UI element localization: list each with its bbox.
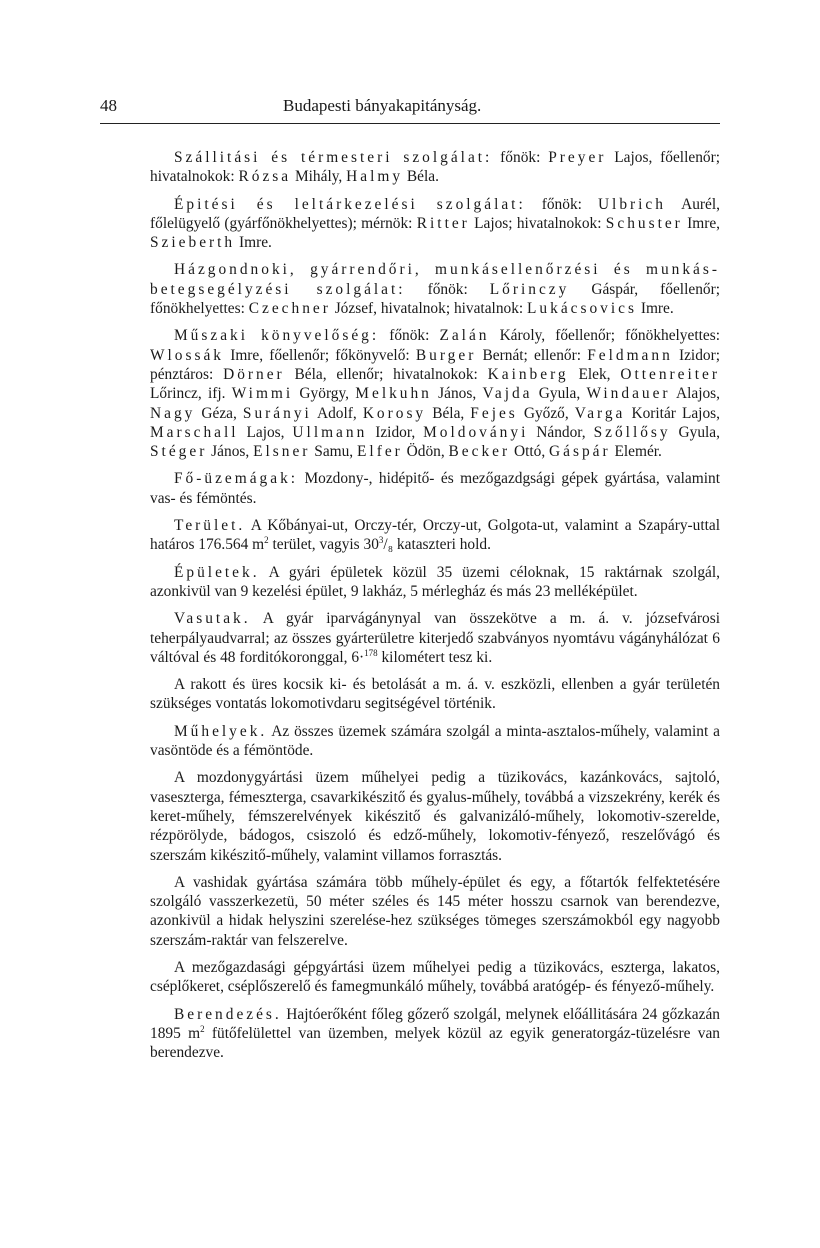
paragraph [150, 609, 720, 667]
spaced-term: Vasutak. [174, 610, 251, 628]
text-run: Hajtóerőként főleg gőzerő szolgál, melynek előállitására 24 gőzkazán 1895 m [150, 1005, 720, 1042]
text-run: Károly, főellenőr; főnökhelyettes: [489, 327, 720, 345]
superscript: 178 [364, 647, 378, 658]
text-run: kilométert tesz ki. [377, 648, 493, 666]
text-run: Aurél, főlelügyelő (gyárfőnökhelyettes); mérnök: [150, 195, 720, 232]
text-run: A mezőgazdasági gépgyártási üzem műhelyei pedig a tüzikovács, eszterga, lakatos, cséplőkeret, cséplőszerelő és famegmunkáló műhely, továbbá aratógép- és fényező-műhely. [150, 958, 720, 996]
text-run: János, [431, 385, 483, 403]
text-run: Samu, [310, 443, 358, 461]
paragraph [150, 873, 720, 950]
text-run: Béla. [403, 168, 439, 186]
page-number: 48 [100, 96, 117, 115]
text-run: Adolf, [311, 404, 363, 422]
spaced-term: Feldmann [587, 346, 673, 364]
text-run: Gáspár, főellenőr; főnökhelyettes: [150, 280, 720, 318]
spaced-term: Ulbrich [597, 195, 666, 213]
text-run: Géza, [195, 404, 243, 422]
text-run: Alajos, [670, 385, 721, 403]
text-run: Győző, [517, 404, 575, 422]
text-run: Imre, [682, 214, 721, 232]
text-run: főnök: [405, 280, 490, 298]
text-run: Imre. [235, 234, 272, 252]
spaced-term: Lőrinczy [489, 280, 570, 298]
spaced-term: Halmy [346, 168, 404, 186]
spaced-term: Vajda [482, 385, 533, 403]
paragraph [150, 768, 720, 864]
text-run: terület, vagyis 30 [268, 536, 379, 554]
text-run: Elek, [568, 365, 621, 383]
text-run: Mihály, [291, 168, 347, 186]
text-run: Izidor, [367, 423, 424, 441]
spaced-term: Melkuhn [355, 385, 432, 403]
text-run: Az összes üzemek számára szolgál a minta-asztalos-műhely, valamint a vasöntöde és a fémöntöde. [150, 722, 720, 760]
spaced-term: Gáspár [549, 443, 611, 461]
paragraph [150, 675, 720, 714]
spaced-term: Fő-üzemágak: [174, 470, 299, 488]
spaced-term: Házgondnoki, gyárrendőri, munkásellenőrzési és munkás-betegsegélyzési szolgálat: [150, 261, 720, 298]
spaced-term: Ullmann [292, 423, 368, 441]
spaced-term: Ottenreiter [620, 365, 721, 383]
paragraph [150, 722, 720, 761]
text-run: Béla, [426, 404, 471, 422]
spaced-term: Preyer [548, 149, 607, 166]
text-run: fütőfelülettel van üzemben, melyek közül az egyik generatorgáz-tüzelésre van berendezve. [150, 1024, 720, 1062]
text-run: Lőrincz, ifj. [150, 385, 232, 403]
text-run: Ödön, [402, 443, 449, 461]
spaced-term: Czechner [248, 300, 331, 318]
text-run: Lajos, főellenőr; hivatalnokok: [150, 149, 720, 186]
text-run: A vashidak gyártása számára több műhely-épület és egy, a főtartók felfektetésére szolgáló vasszerkezetü, 50 méter széles és 145 méter hosszu csarnok van berendezve, azonkivül a hidak helyszini szerelése-hez szükséges tömeges szerszámokból egy nagyobb szerszám-raktár van felszerelve. [150, 873, 720, 949]
spaced-term: Kainberg [487, 365, 569, 383]
spaced-term: Műhelyek. [174, 722, 268, 740]
spaced-term: Szállitási és térmesteri szolgálat: [174, 149, 493, 166]
paragraph [150, 563, 720, 602]
paragraph [150, 469, 720, 508]
paragraph [150, 1005, 720, 1063]
text-run: főnök: [492, 149, 549, 166]
spaced-term: Szőllősy [593, 423, 671, 441]
text-run: János, [207, 443, 254, 461]
text-run: főnök: [379, 327, 440, 345]
spaced-term: Műszaki könyvelőség: [174, 327, 380, 345]
text-run: A gyári épületek közül 35 üzemi céloknak, 15 raktárnak szolgál, azonkivül van 9 kezelési épület, 9 lakház, 5 mérlegház és más 23 melléképület. [150, 563, 720, 600]
text-run: Nándor, [528, 423, 594, 441]
text-run: Ottó, [510, 443, 550, 461]
text-run: Gyula, [532, 385, 587, 403]
text-run: főnök: [525, 195, 598, 213]
text-run: Koritár Lajos, [625, 404, 720, 422]
running-title: Budapesti bányakapitányság. [283, 96, 482, 115]
text-run: Izidor; pénztáros: [150, 346, 720, 383]
spaced-term: Rózsa [238, 168, 292, 186]
text-run: A mozdonygyártási üzem műhelyei pedig a tüzikovács, kazánkovács, sajtoló, vaseszterga, fémeszterga, csavarkikészitő és gyalus-műhely, továbbá a vizszekrény, kerék és keret-műhely, fémszerelvények kikészitő és galvanizáló-műhely, lokomotiv-szerelde, rézpörölyde, bádogos, csiszoló és edző-műhely, lokomotiv-fényező, reszelővágó és szerszám kikészitő-műhely, valamint villamos forrasztás. [150, 769, 720, 864]
text-run: Imre, főellenőr; főkönyvelő: [224, 346, 416, 364]
text-run: György, [293, 385, 356, 403]
paragraph [150, 326, 720, 461]
spaced-term: Surányi [242, 404, 312, 422]
spaced-term: Marschall [150, 423, 239, 441]
spaced-term: Elfer [357, 443, 403, 461]
spaced-term: Wimmi [231, 385, 294, 403]
spaced-term: Stéger [150, 443, 208, 461]
text-run: Elemér. [610, 443, 662, 461]
text-run: A rakott és üres kocsik ki- és betolását a m. á. v. eszközli, ellenben a gyár területén szükséges vontatás lokomotivdaru segitségével történik. [150, 676, 720, 713]
text-run: Mozdony-, hidépitő- és mezőgazdgsági gépek gyártása, valamint vas- és fémöntés. [150, 470, 720, 507]
spaced-term: Zalán [439, 327, 490, 345]
paragraph [150, 958, 720, 997]
spaced-term: Varga [574, 404, 626, 422]
spaced-term: Korosy [362, 404, 427, 422]
spaced-term: Schuster [605, 214, 683, 232]
spaced-term: Épületek. [174, 563, 260, 581]
spaced-term: Moldoványi [423, 423, 529, 441]
spaced-term: Windauer [586, 385, 671, 403]
spaced-term: Wlossák [150, 346, 225, 364]
spaced-term: Burger [415, 346, 477, 364]
spaced-term: Nagy [150, 404, 196, 422]
spaced-term: Terület. [174, 517, 246, 535]
body-text [150, 148, 720, 1070]
text-run: A gyár iparvágánynyal van összekötve a m. á. v. józsefvárosi teherpályaudvarral; az összes gyárterületre kiterjedő szabványos nyomtávu vágányhálózat 6 váltóval és 48 forditókoronggal, 6· [150, 610, 720, 666]
spaced-term: Ritter [416, 214, 470, 232]
superscript: 2 [200, 1023, 205, 1034]
superscript: 2 [264, 535, 269, 546]
text-run: József, hivatalnok; hivatalnok: [330, 300, 528, 318]
text-run: A Kőbányai-ut, Orczy-tér, Orczy-ut, Golgota-ut, valamint a Szapáry-uttal határos 176.564 m [150, 517, 720, 554]
text-run: Gyula, [670, 423, 720, 441]
spaced-term: Szieberth [150, 234, 236, 252]
paragraph [150, 148, 720, 187]
text-run: Béla, ellenőr; hivatalnokok: [284, 365, 488, 383]
spaced-term: Dörner [223, 365, 285, 383]
header-rule [100, 123, 720, 124]
text-run: Lajos; hivatalnokok: [469, 214, 606, 232]
spaced-term: Fejes [470, 404, 518, 422]
paragraph [150, 516, 720, 555]
superscript: 3 [378, 535, 384, 546]
spaced-term: Épitési és leltárkezelési szolgálat: [174, 195, 526, 213]
text-run: Imre. [636, 300, 674, 318]
spaced-term: Lukácsovics [527, 300, 637, 318]
spaced-term: Berendezés. [174, 1005, 282, 1023]
spaced-term: Becker [448, 443, 511, 461]
text-run: /₈ kataszteri hold. [383, 536, 491, 554]
paragraph [150, 260, 720, 318]
text-run: Lajos, [238, 423, 293, 441]
text-run: Bernát; ellenőr: [476, 346, 588, 364]
spaced-term: Elsner [253, 443, 311, 461]
paragraph [150, 195, 720, 253]
